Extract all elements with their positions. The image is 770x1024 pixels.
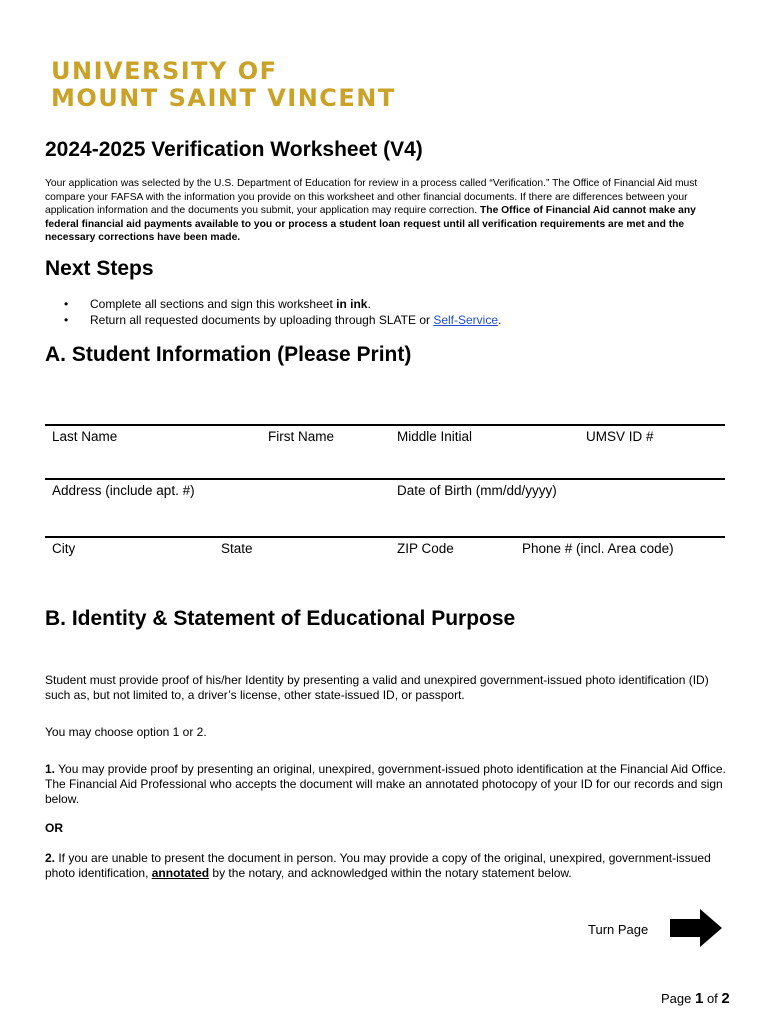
page-number: Page 1 of 2 bbox=[661, 990, 730, 1007]
page-title: 2024-2025 Verification Worksheet (V4) bbox=[45, 138, 423, 161]
city-label: City bbox=[52, 541, 76, 556]
umsv-id-label: UMSV ID # bbox=[586, 429, 654, 444]
section-a-heading: A. Student Information (Please Print) bbox=[45, 343, 412, 366]
list-item: • Complete all sections and sign this worksheet in ink. bbox=[64, 296, 501, 312]
next-steps-heading: Next Steps bbox=[45, 257, 154, 280]
intro-text: Your application was selected by the U.S. Department of Education for review in a process called “Verification.” The Office of Financial Aid must compare your FAFSA with the information you provide on this worksheet and other financial documents. If there are differences between your application information and the documents you submit, your application may require correction. bbox=[45, 178, 698, 216]
logo-line-2: MOUNT SAINT VINCENT bbox=[51, 84, 396, 112]
self-service-link[interactable]: Self-Service bbox=[433, 313, 499, 327]
last-name-label: Last Name bbox=[52, 429, 118, 444]
intro-paragraph bbox=[45, 177, 727, 245]
phone-label: Phone # (incl. Area code) bbox=[522, 541, 674, 556]
turn-page-label: Turn Page bbox=[588, 922, 649, 937]
dob-label: Date of Birth (mm/dd/yyyy) bbox=[397, 483, 557, 498]
field-line-row2 bbox=[45, 478, 725, 480]
logo-line-1: UNIVERSITY OF bbox=[51, 57, 278, 85]
field-line-row1 bbox=[45, 424, 725, 426]
intro-bold-text: The Office of Financial Aid cannot make any federal financial aid payments available to you or process a student loan request until all verification requirements are met and the necessary corrections have been made. bbox=[45, 205, 696, 243]
field-line-row3 bbox=[45, 536, 725, 538]
option-1-paragraph: 1. You may provide proof by presenting an original, unexpired, government-issued photo identification at the Financial Aid Office. The Financial Aid Professional who accepts the document will make an annotated photocopy of your ID for our records and sign below. bbox=[45, 762, 726, 806]
first-name-label: First Name bbox=[268, 429, 335, 444]
list-item: • Return all requested documents by uploading through SLATE or Self-Service. bbox=[64, 312, 501, 328]
section-b-heading: B. Identity & Statement of Educational Purpose bbox=[45, 607, 516, 630]
or-label: OR bbox=[45, 821, 63, 835]
option-2-paragraph: 2. If you are unable to present the document in person. You may provide a copy of the original, unexpired, government-issued photo identification, annotated by the notary, and acknowledged within the notary statement below. bbox=[45, 851, 711, 880]
option-paragraph: You may choose option 1 or 2. bbox=[45, 725, 207, 739]
middle-initial-label: Middle Initial bbox=[397, 429, 473, 444]
right-arrow-icon bbox=[668, 907, 724, 949]
zip-label: ZIP Code bbox=[397, 541, 454, 556]
identity-paragraph: Student must provide proof of his/her Identity by presenting a valid and unexpired government-issued photo identification (ID) such as, but not limited to, a driver’s license, other state-issued ID, or passport. bbox=[45, 673, 709, 702]
next-steps-list bbox=[64, 296, 501, 328]
state-label: State bbox=[221, 541, 253, 556]
address-label: Address (include apt. #) bbox=[52, 483, 195, 498]
